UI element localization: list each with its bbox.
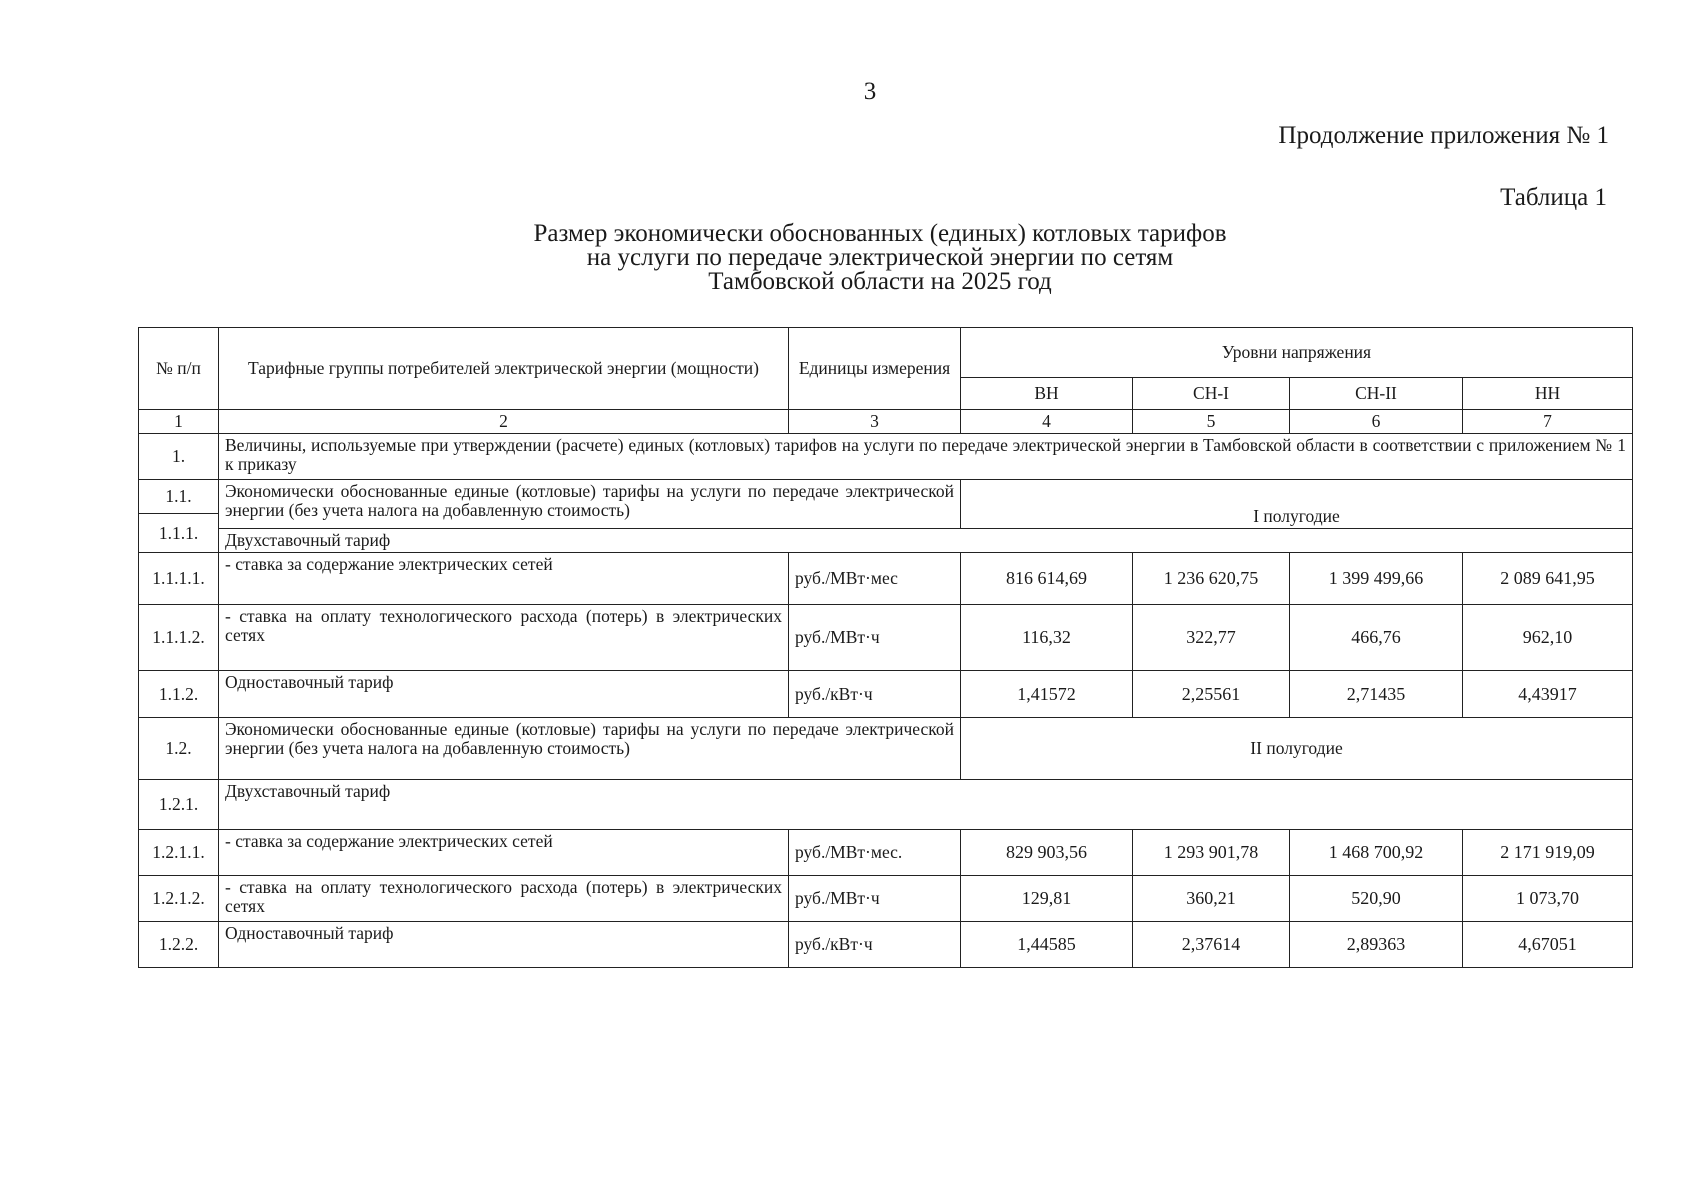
value-nn: 4,67051 bbox=[1463, 922, 1633, 968]
period-label: II полугодие bbox=[961, 718, 1633, 780]
title-line: на услуги по передаче электрической энергии по сетям bbox=[586, 244, 1174, 271]
table-label: Таблица 1 bbox=[1500, 184, 1607, 211]
row-text: Двухставочный тариф bbox=[219, 529, 1633, 553]
row-text: Одноставочный тариф bbox=[219, 671, 789, 718]
col-number: 1 bbox=[139, 410, 219, 434]
header-units: Единицы измерения bbox=[789, 328, 961, 410]
table-row bbox=[139, 922, 1633, 968]
header-voltage-levels: Уровни напряжения bbox=[961, 328, 1633, 378]
row-num: 1.1.2. bbox=[139, 671, 219, 718]
unit-cell: руб./кВт·ч bbox=[789, 922, 961, 968]
document-title bbox=[380, 222, 1380, 294]
row-num: 1.1.1. bbox=[139, 514, 219, 553]
value-nn: 2 171 919,09 bbox=[1463, 830, 1633, 876]
col-number: 4 bbox=[961, 410, 1133, 434]
col-number: 2 bbox=[219, 410, 789, 434]
value-sn1: 2,37614 bbox=[1133, 922, 1290, 968]
row-num: 1.2. bbox=[139, 718, 219, 780]
value-sn1: 2,25561 bbox=[1133, 671, 1290, 718]
value-nn: 962,10 bbox=[1463, 605, 1633, 671]
row-text: - ставка на оплату технологического расхода (потерь) в электрических сетях bbox=[219, 605, 789, 671]
col-number: 3 bbox=[789, 410, 961, 434]
row-text: Величины, используемые при утверждении (расчете) единых (котловых) тарифов на услуги по передаче электрической энергии в Тамбовской области в соответствии с приложением № 1 к приказу bbox=[219, 434, 1633, 480]
col-number: 5 bbox=[1133, 410, 1290, 434]
value-nn: 1 073,70 bbox=[1463, 876, 1633, 922]
unit-cell: руб./кВт·ч bbox=[789, 671, 961, 718]
col-number: 7 bbox=[1463, 410, 1633, 434]
row-text: - ставка за содержание электрических сетей bbox=[219, 553, 789, 605]
title-line: Размер экономически обоснованных (единых) котловых тарифов bbox=[533, 220, 1227, 247]
header-num: № п/п bbox=[139, 328, 219, 410]
table-row bbox=[139, 718, 1633, 780]
unit-cell: руб./МВт·ч bbox=[789, 605, 961, 671]
value-sn1: 1 236 620,75 bbox=[1133, 553, 1290, 605]
value-sn2: 466,76 bbox=[1290, 605, 1463, 671]
table-row bbox=[139, 780, 1633, 830]
value-sn2: 520,90 bbox=[1290, 876, 1463, 922]
unit-cell: руб./МВт·мес bbox=[789, 553, 961, 605]
appendix-label: Продолжение приложения № 1 bbox=[1278, 122, 1609, 149]
row-text: Двухставочный тариф bbox=[219, 780, 1633, 830]
value-vn: 1,44585 bbox=[961, 922, 1133, 968]
value-sn1: 1 293 901,78 bbox=[1133, 830, 1290, 876]
table-row bbox=[139, 480, 1633, 514]
table-row bbox=[139, 671, 1633, 718]
row-text: - ставка за содержание электрических сетей bbox=[219, 830, 789, 876]
col-number: 6 bbox=[1290, 410, 1463, 434]
page-number: 3 bbox=[863, 78, 877, 105]
value-vn: 1,41572 bbox=[961, 671, 1133, 718]
level-sn2: СН-II bbox=[1290, 378, 1463, 410]
level-vn: ВН bbox=[961, 378, 1133, 410]
level-nn: НН bbox=[1463, 378, 1633, 410]
row-num: 1. bbox=[139, 434, 219, 480]
header-groups: Тарифные группы потребителей электрической энергии (мощности) bbox=[219, 328, 789, 410]
value-sn2: 2,71435 bbox=[1290, 671, 1463, 718]
value-sn1: 360,21 bbox=[1133, 876, 1290, 922]
row-text: Экономически обоснованные единые (котловые) тарифы на услуги по передаче электрической энергии (без учета налога на добавленную стоимость) bbox=[219, 718, 961, 780]
table-row bbox=[139, 529, 1633, 553]
column-numbers-row bbox=[139, 410, 1633, 434]
value-vn: 129,81 bbox=[961, 876, 1133, 922]
table-row bbox=[139, 605, 1633, 671]
row-num: 1.1.1.2. bbox=[139, 605, 219, 671]
value-sn1: 322,77 bbox=[1133, 605, 1290, 671]
tariff-table bbox=[138, 327, 1633, 968]
value-sn2: 1 468 700,92 bbox=[1290, 830, 1463, 876]
row-num: 1.1. bbox=[139, 480, 219, 514]
row-num: 1.2.1. bbox=[139, 780, 219, 830]
level-sn1: СН-I bbox=[1133, 378, 1290, 410]
row-text: Одноставочный тариф bbox=[219, 922, 789, 968]
table-row bbox=[139, 876, 1633, 922]
unit-cell: руб./МВт·ч bbox=[789, 876, 961, 922]
value-sn2: 1 399 499,66 bbox=[1290, 553, 1463, 605]
value-sn2: 2,89363 bbox=[1290, 922, 1463, 968]
value-vn: 116,32 bbox=[961, 605, 1133, 671]
table-row bbox=[139, 553, 1633, 605]
value-vn: 816 614,69 bbox=[961, 553, 1133, 605]
value-nn: 4,43917 bbox=[1463, 671, 1633, 718]
table-row bbox=[139, 830, 1633, 876]
row-num: 1.2.2. bbox=[139, 922, 219, 968]
row-num: 1.2.1.1. bbox=[139, 830, 219, 876]
row-text: Экономически обоснованные единые (котловые) тарифы на услуги по передаче электрической энергии (без учета налога на добавленную стоимость) bbox=[219, 480, 961, 529]
row-text: - ставка на оплату технологического расхода (потерь) в электрических сетях bbox=[219, 876, 789, 922]
row-num: 1.1.1.1. bbox=[139, 553, 219, 605]
row-num: 1.2.1.2. bbox=[139, 876, 219, 922]
value-vn: 829 903,56 bbox=[961, 830, 1133, 876]
title-line: Тамбовской области на 2025 год bbox=[708, 268, 1052, 295]
table-row bbox=[139, 434, 1633, 480]
unit-cell: руб./МВт·мес. bbox=[789, 830, 961, 876]
value-nn: 2 089 641,95 bbox=[1463, 553, 1633, 605]
period-label: I полугодие bbox=[961, 480, 1633, 529]
header-row bbox=[139, 328, 1633, 378]
